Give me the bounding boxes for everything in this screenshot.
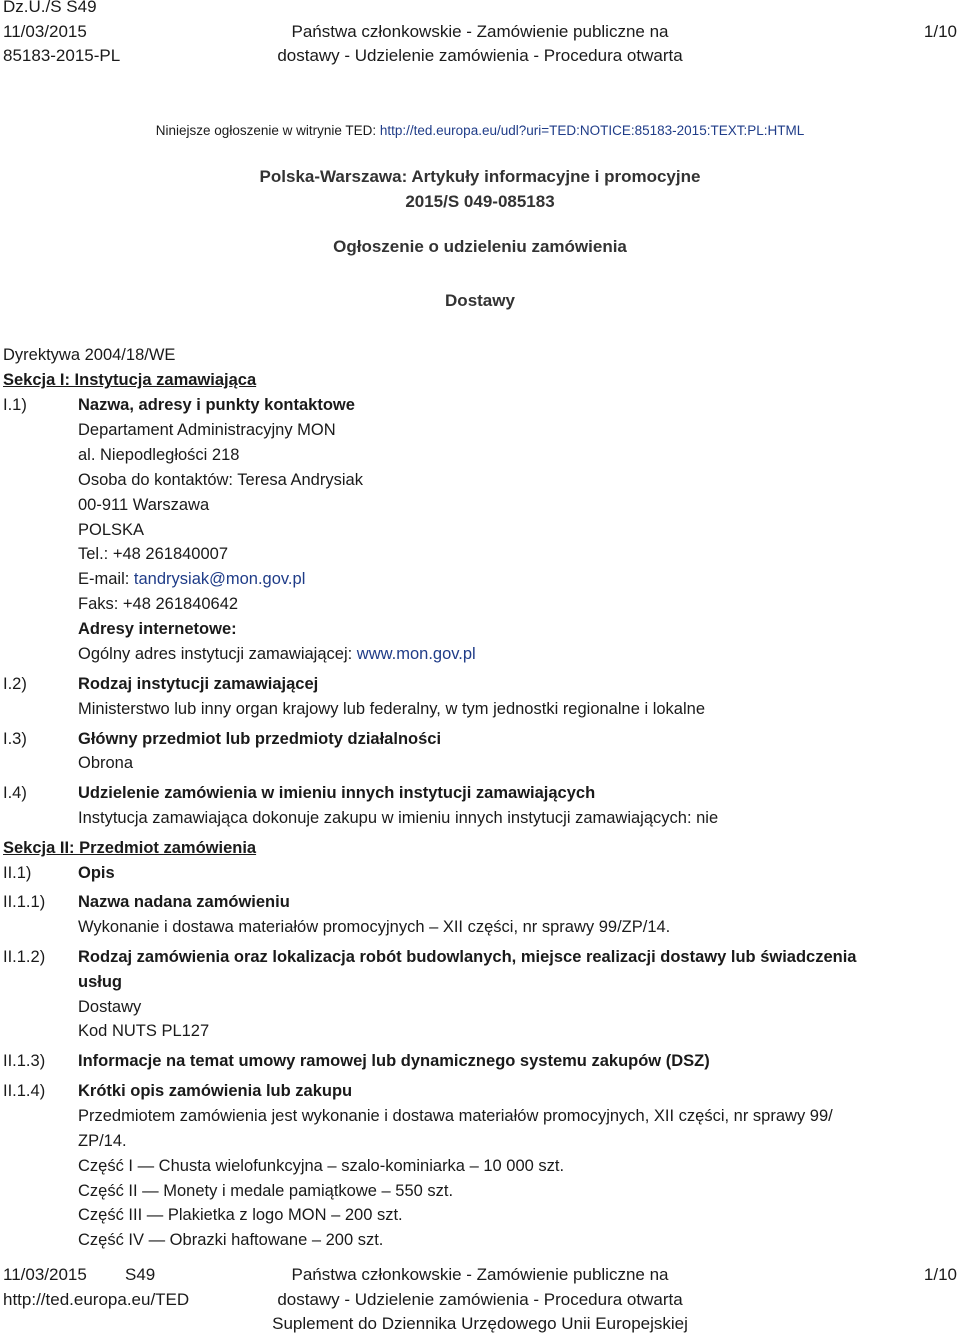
ii13-number: II.1.3) [3, 1052, 46, 1070]
footer-url: http://ted.europa.eu/TED [3, 1290, 190, 1309]
internet-addresses-heading: Adresy internetowe: [78, 620, 237, 638]
footer-title-line2: dostawy - Udzielenie zamówienia - Procedura otwarta [277, 1290, 683, 1309]
i2-text: Ministerstwo lub inny organ krajowy lub federalny, w tym jednostki regionalne i lokalne [78, 700, 705, 718]
i4-number: I.4) [3, 784, 27, 802]
journal-ref: Dz.U./S S49 [3, 0, 97, 16]
ii12-title-line2: usług [78, 973, 122, 991]
notice-number: 85183-2015-PL [3, 46, 121, 65]
footer-supplement: Suplement do Dziennika Urzędowego Unii Europejskiej [272, 1314, 688, 1333]
i2-title: Rodzaj instytucji zamawiającej [78, 675, 319, 693]
ted-notice-link[interactable]: http://ted.europa.eu/udl?uri=TED:NOTICE:85183-2015:TEXT:PL:HTML [379, 123, 805, 138]
email-line [78, 567, 305, 591]
i2-number: I.2) [3, 675, 27, 693]
ii14-text-line1: Przedmiotem zamówienia jest wykonanie i dostawa materiałów promocyjnych, XII części, nr sprawy 99/ [78, 1107, 833, 1125]
i1-number: I.1) [3, 396, 27, 414]
notice-category: Dostawy [445, 291, 515, 310]
general-address-link[interactable]: www.mon.gov.pl [356, 645, 476, 663]
phone-number: Tel.: +48 261840007 [78, 545, 229, 563]
i3-number: I.3) [3, 730, 27, 748]
general-address-line [78, 642, 476, 666]
ii1-title: Opis [78, 864, 115, 882]
notice-title: Polska-Warszawa: Artykuły informacyjne i promocyjne [259, 167, 701, 186]
ii14-text-line2: ZP/14. [78, 1132, 127, 1150]
header-page-number: 1/10 [923, 22, 957, 41]
ii12-title-line1: Rodzaj zamówienia oraz lokalizacja robót budowlanych, miejsce realizacji dostawy lub świadczenia [78, 948, 857, 966]
ii12-nuts: Kod NUTS PL127 [78, 1022, 210, 1040]
directive: Dyrektywa 2004/18/WE [3, 346, 176, 364]
ii13-title: Informacje na temat umowy ramowej lub dynamicznego systemu zakupów (DSZ) [78, 1052, 710, 1070]
authority-country: POLSKA [78, 521, 145, 539]
fax-number: Faks: +48 261840642 [78, 595, 239, 613]
ii12-number: II.1.2) [3, 948, 46, 966]
notice-type: Ogłoszenie o udzieleniu zamówienia [333, 237, 627, 256]
email-label: E-mail: [78, 570, 134, 588]
footer-title-line1: Państwa członkowskie - Zamówienie publiczne na [291, 1265, 669, 1284]
ii14-title: Krótki opis zamówienia lub zakupu [78, 1082, 353, 1100]
ii11-title: Nazwa nadana zamówieniu [78, 893, 290, 911]
ted-notice-prefix: Niniejsze ogłoszenie w witrynie TED: [155, 123, 380, 138]
part-item: Część IV — Obrazki haftowane – 200 szt. [78, 1231, 384, 1249]
header-date: 11/03/2015 [3, 22, 87, 41]
footer-issue: S49 [125, 1265, 156, 1284]
email-link[interactable]: tandrysiak@mon.gov.pl [133, 570, 306, 588]
part-item: Część II — Monety i medale pamiątkowe – 550 szt. [78, 1182, 454, 1200]
footer-page-number: 1/10 [923, 1265, 957, 1284]
authority-street: al. Niepodległości 218 [78, 446, 240, 464]
contact-person: Osoba do kontaktów: Teresa Andrysiak [78, 471, 363, 489]
section-2-heading: Sekcja II: Przedmiot zamówienia [3, 839, 257, 857]
section-1-heading: Sekcja I: Instytucja zamawiająca [3, 371, 257, 389]
ii11-number: II.1.1) [3, 893, 46, 911]
ii14-number: II.1.4) [3, 1082, 46, 1100]
general-address-label: Ogólny adres instytucji zamawiającej: [78, 645, 357, 663]
i4-title: Udzielenie zamówienia w imieniu innych instytucji zamawiających [78, 784, 596, 802]
i3-title: Główny przedmiot lub przedmioty działalności [78, 730, 442, 748]
footer-date: 11/03/2015 [3, 1265, 87, 1284]
ii12-type: Dostawy [78, 998, 142, 1016]
ted-notice-line [0, 123, 960, 138]
i4-text: Instytucja zamawiająca dokonuje zakupu w imieniu innych instytucji zamawiających: nie [78, 809, 719, 827]
header-title-line2: dostawy - Udzielenie zamówienia - Procedura otwarta [277, 46, 683, 65]
notice-id: 2015/S 049-085183 [405, 192, 555, 211]
i1-title: Nazwa, adresy i punkty kontaktowe [78, 396, 355, 414]
authority-city: 00-911 Warszawa [78, 496, 210, 514]
part-item: Część III — Plakietka z logo MON – 200 szt. [78, 1206, 403, 1224]
part-item: Część I — Chusta wielofunkcyjna – szalo-kominiarka – 10 000 szt. [78, 1157, 565, 1175]
ii11-text: Wykonanie i dostawa materiałów promocyjnych – XII części, nr sprawy 99/ZP/14. [78, 918, 671, 936]
i3-text: Obrona [78, 754, 134, 772]
authority-name: Departament Administracyjny MON [78, 421, 336, 439]
header-title-line1: Państwa członkowskie - Zamówienie publiczne na [291, 22, 669, 41]
ii1-number: II.1) [3, 864, 32, 882]
